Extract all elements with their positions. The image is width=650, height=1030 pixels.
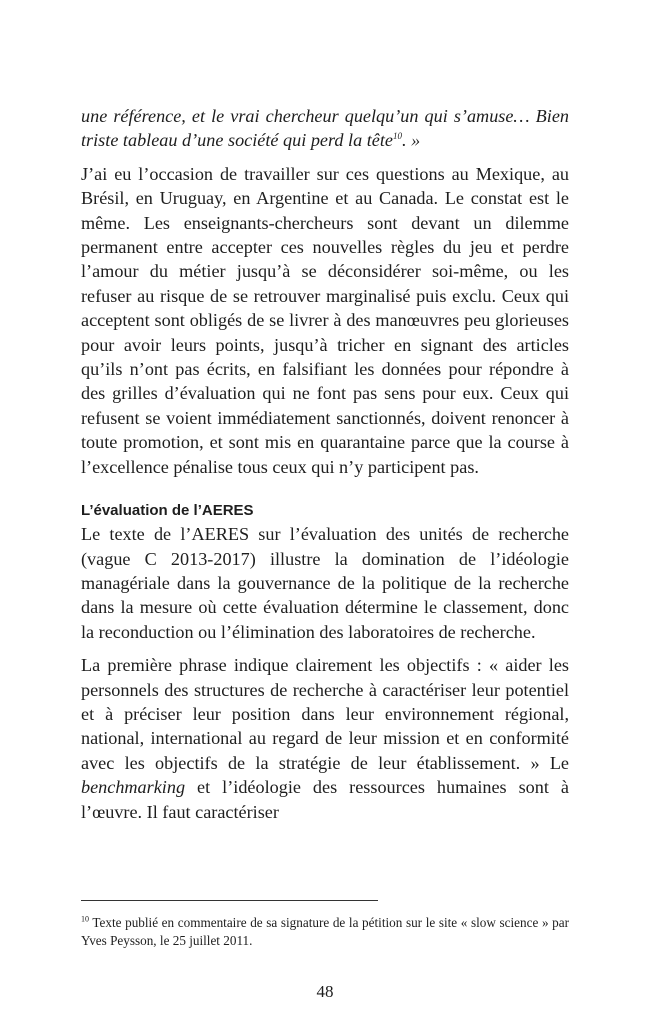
paragraph-3-italic: benchmarking	[81, 777, 186, 798]
quote-text: une référence, et le vrai chercheur quelqu’un qui s’amuse… Bien triste tableau d’une société qui perd la tête	[81, 106, 569, 151]
footnote	[81, 914, 569, 950]
footnote-text: Texte publié en commentaire de sa signature de la pétition sur le site « slow science » par Yves Peysson, le 25 juillet 2011.	[81, 915, 569, 948]
footnote-ref[interactable]: 10	[392, 131, 402, 142]
paragraph-3-before: La première phrase indique clairement les objectifs : « aider les personnels des structures de recherche à caractériser leur potentiel et à préciser leur position dans leur environnement régional, national, international au regard de leur mission et en conformité avec les objectifs de la stratégie de leur établissement. » Le	[81, 655, 569, 773]
quote-end: . »	[401, 130, 421, 151]
page-number: 48	[316, 982, 334, 1001]
paragraph-1: J’ai eu l’occasion de travailler sur ces questions au Mexique, au Brésil, en Uruguay, en Argentine et au Canada. Le constat est le même. Les enseignants-chercheurs sont devant un dilemme permanent entre accepter ces nouvelles règles du jeu et perdre l’amour du métier jusqu’à se déconsidérer soi-même, ou les refuser au risque de se retrouver marginalisé puis exclu. Ceux qui acceptent sont obligés de se livrer à des manœuvres peu glorieuses pour avoir leurs points, jusqu’à tricher en signant des articles qu’ils n’ont pas écrits, en falsifiant les données pour répondre à des grilles d’évaluation qui ne font pas sens pour eux. Ceux qui refusent se voient immédiatement sanctionnés, doivent renoncer à toute promotion, et sont mis en quarantaine parce que la course à l’excellence pénalise tous ceux qui n’y participent pas.	[81, 163, 569, 477]
paragraph-3	[81, 653, 569, 824]
footnote-number: 10	[81, 914, 89, 924]
page-body	[81, 104, 569, 824]
section-heading: L’évaluation de l’AERES	[81, 502, 254, 520]
italic-quote	[81, 104, 569, 153]
footnote-divider	[81, 900, 378, 901]
paragraph-2: Le texte de l’AERES sur l’évaluation des unités de recherche (vague C 2013-2017) illustre la domination de l’idéologie managériale dans la gouvernance de la politique de la recherche dans la mesure où cette évaluation détermine le classement, donc la reconduction ou l’élimination des laboratoires de recherche.	[81, 524, 569, 642]
paragraph-3-after: et l’idéologie des ressources humaines sont à l’œuvre. Il faut caractériser	[81, 777, 569, 822]
